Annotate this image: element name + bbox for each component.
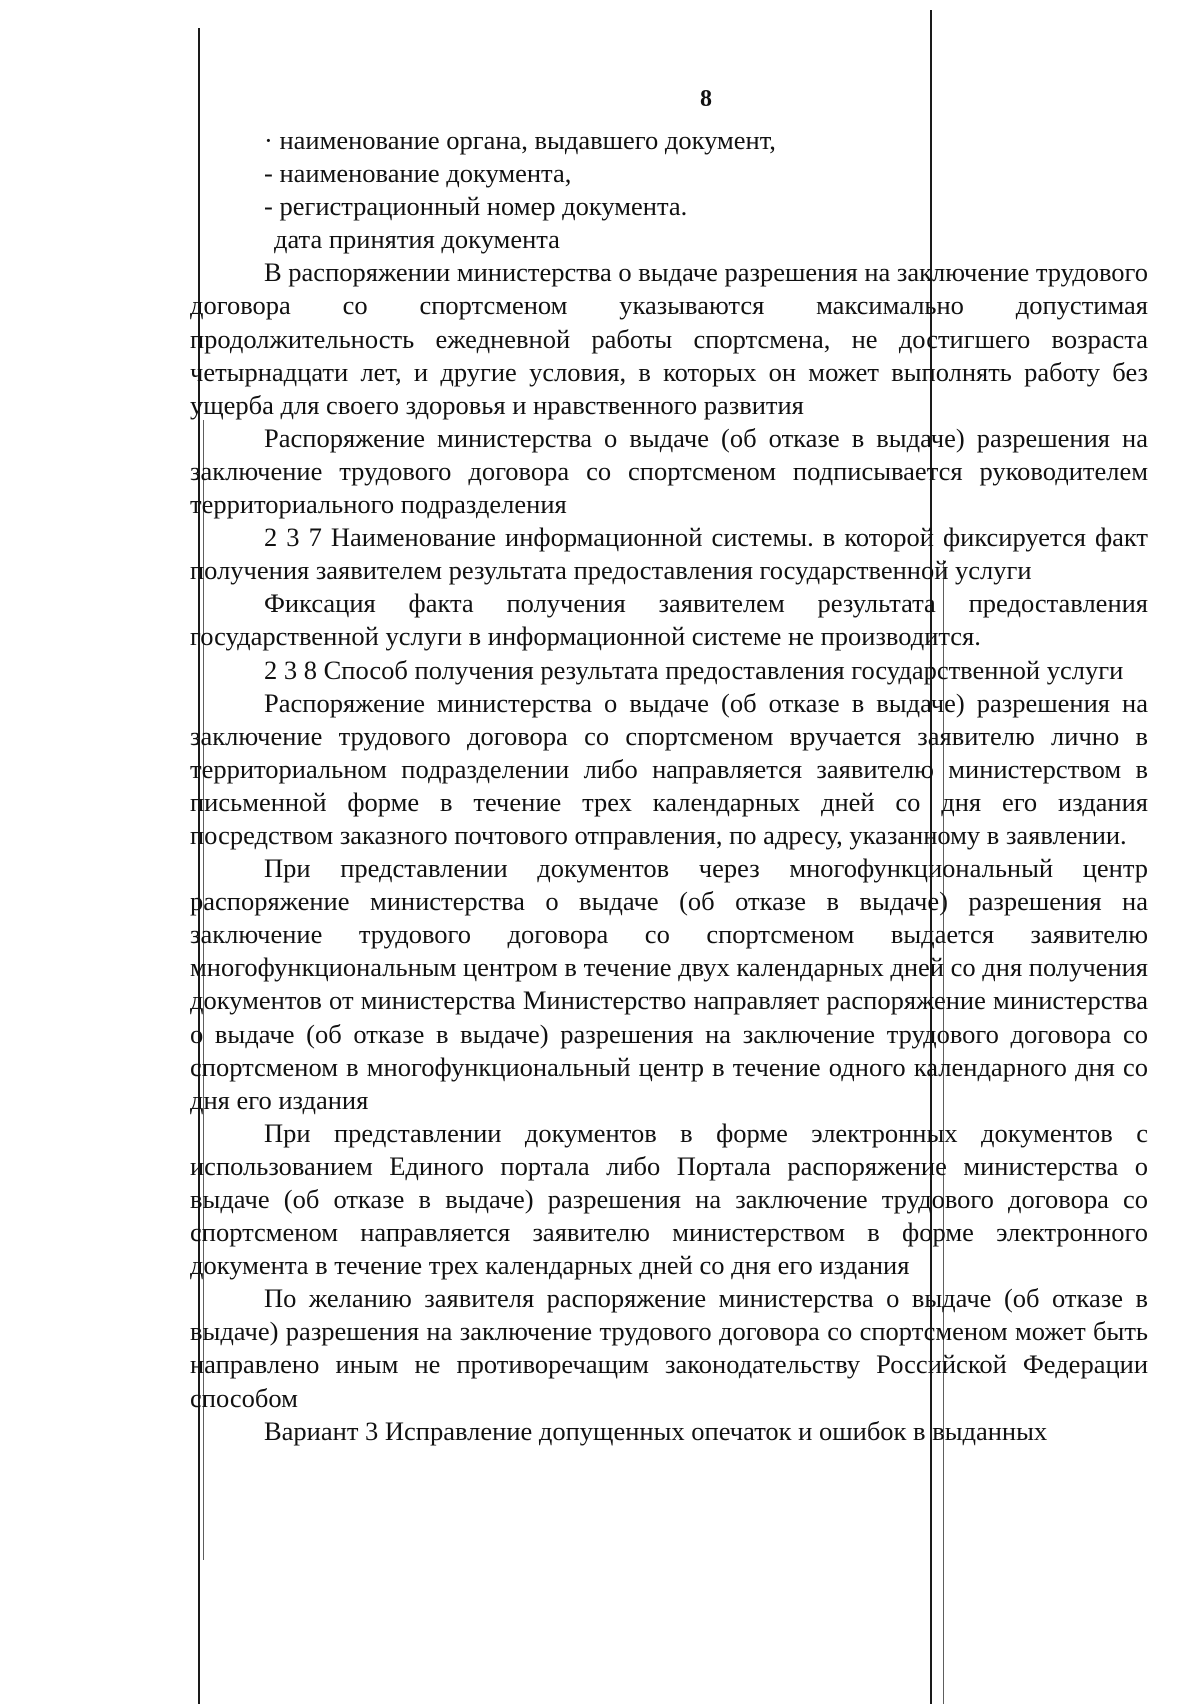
paragraph-section-2-3-7: 2 3 7 Наименование информационной системы. в которой фиксируется факт получения заявителем результата предоставления государственной услуги — [190, 522, 1148, 586]
paragraph-signing: Распоряжение министерства о выдаче (об отказе в выдаче) разрешения на заключение трудового договора со спортсменом подписывается руководителем территориального подразделения — [190, 422, 1148, 520]
page-number: 8 — [700, 86, 712, 112]
paragraph-delivery-mfc: При представлении документов через многофункциональный центр распоряжение министерства о выдаче (об отказе в выдаче) разрешения на заключение трудового договора со спортсменом выдается заявителю многофункциональным центром в течение двух календарных дней со дня получения документов от министерства Министерство направляет распоряжение министерства о выдаче (об отказе в выдаче) разрешения на заключение трудового договора со спортсменом в многофункциональный центр в течение одного календарного дня со дня его издания — [190, 853, 1148, 1115]
paragraph-delivery-electronic: При представлении документов в форме электронных документов с использованием Единого портала либо Портала распоряжение министерства о выдаче (об отказе в выдаче) разрешения на заключение трудового договора со спортсменом направляется заявителю министерством в форме электронного документа в течение трех календарных дней со дня его издания — [190, 1117, 1148, 1281]
paragraph-other-method: По желанию заявителя распоряжение министерства о выдаче (об отказе в выдаче) разрешения на заключение трудового договора со спортсменом может быть направлено иным не противоречащим законодательству Российской Федерации способом — [190, 1283, 1148, 1413]
document-body — [190, 124, 1148, 1448]
list-item-adoption-date: дата принятия документа — [274, 224, 560, 255]
list-item-document-name: - наименование документа, — [264, 158, 572, 189]
paragraph-delivery-in-person: Распоряжение министерства о выдаче (об отказе в выдаче) разрешения на заключение трудового договора со спортсменом вручается заявителю лично в территориальном подразделении либо направляется заявителю министерством в письменной форме в течение трех календарных дней со дня его издания посредством заказного почтового отправления, по адресу, указанному в заявлении. — [190, 687, 1148, 850]
list-item-issuing-authority: · наименование органа, выдавшего документ, — [264, 125, 776, 155]
paragraph-variant-3: Вариант 3 Исправление допущенных опечаток и ошибок в выданных — [264, 1415, 1048, 1446]
paragraph-working-conditions: В распоряжении министерства о выдаче разрешения на заключение трудового договора со спортсменом указываются максимально допустимая продолжительность ежедневной работы спортсмена, не достигшего возраста четырнадцати лет, и другие условия, в которых он может выполнять работу без ущерба для своего здоровья и нравственного развития — [190, 257, 1149, 420]
paragraph-section-2-3-8: 2 3 8 Способ получения результата предоставления государственной услуги — [264, 654, 1124, 685]
paragraph-fixation: Фиксация факта получения заявителем результата предоставления государственной услуги в информационной системе не производится. — [190, 588, 1148, 652]
list-item-registration-number: - регистрационный номер документа. — [264, 191, 688, 222]
